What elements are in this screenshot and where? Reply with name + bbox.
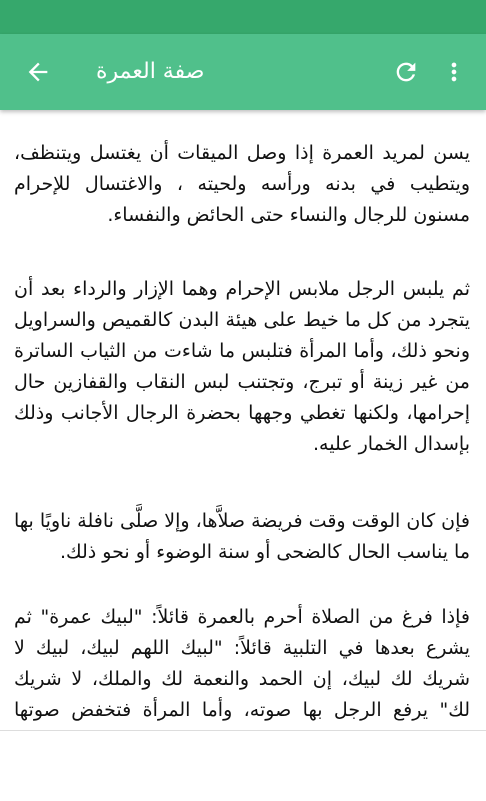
back-button[interactable] [18, 52, 58, 92]
paragraph: يسن لمريد العمرة إذا وصل الميقات أن يغتسل ويتنظف، ويتطيب في بدنه ورأسه ولحيته ، والاغتسال للإحرام مسنون للرجال والنساء حتى الحائض والنفساء. [14, 142, 470, 226]
paragraph: فإذا فرغ من الصلاة أحرم بالعمرة قائلاً: "لبيك عمرة" ثم يشرع بعدها في التلبية قائلاً: "لبيك اللهم لبيك، لبيك لا شريك لك لبيك، إن الحمد والنعمة لك والملك، لا شريك لك" يرفع الرجل بها صوته، وأما المرأة فتخفض صوتها [14, 606, 470, 721]
paragraph: ثم يلبس الرجل ملابس الإحرام وهما الإزار والرداء بعد أن يتجرد من كل ما خيط على هيئة البدن كالقميص والسراويل ونحو ذلك، وأما المرأة فتلبس ما شاءت من الثياب الساترة من غير زينة أو تبرج، وتجتنب لبس النقاب والقفازين حال إحرامها، ولكنها تغطي وجهها بحضرة الرجال الأجانب وذلك بإسدال الخمار عليه. [14, 278, 470, 455]
app-bar [0, 34, 486, 110]
more-vert-icon [440, 58, 468, 86]
overflow-menu-button[interactable] [434, 52, 474, 92]
paragraph: فإن كان الوقت وقت فريضة صلاَّها، وإلا صلَّى نافلة ناويًا بها ما يناسب الحال كالضحى أو سنة الوضوء أو نحو ذلك. [14, 510, 470, 563]
status-bar [0, 0, 486, 34]
refresh-icon [392, 58, 420, 86]
article-content[interactable] [0, 110, 486, 730]
arrow-back-icon [24, 58, 52, 86]
refresh-button[interactable] [386, 52, 426, 92]
page-title: صفة العمرة [96, 59, 205, 84]
bottom-bar [0, 730, 486, 801]
